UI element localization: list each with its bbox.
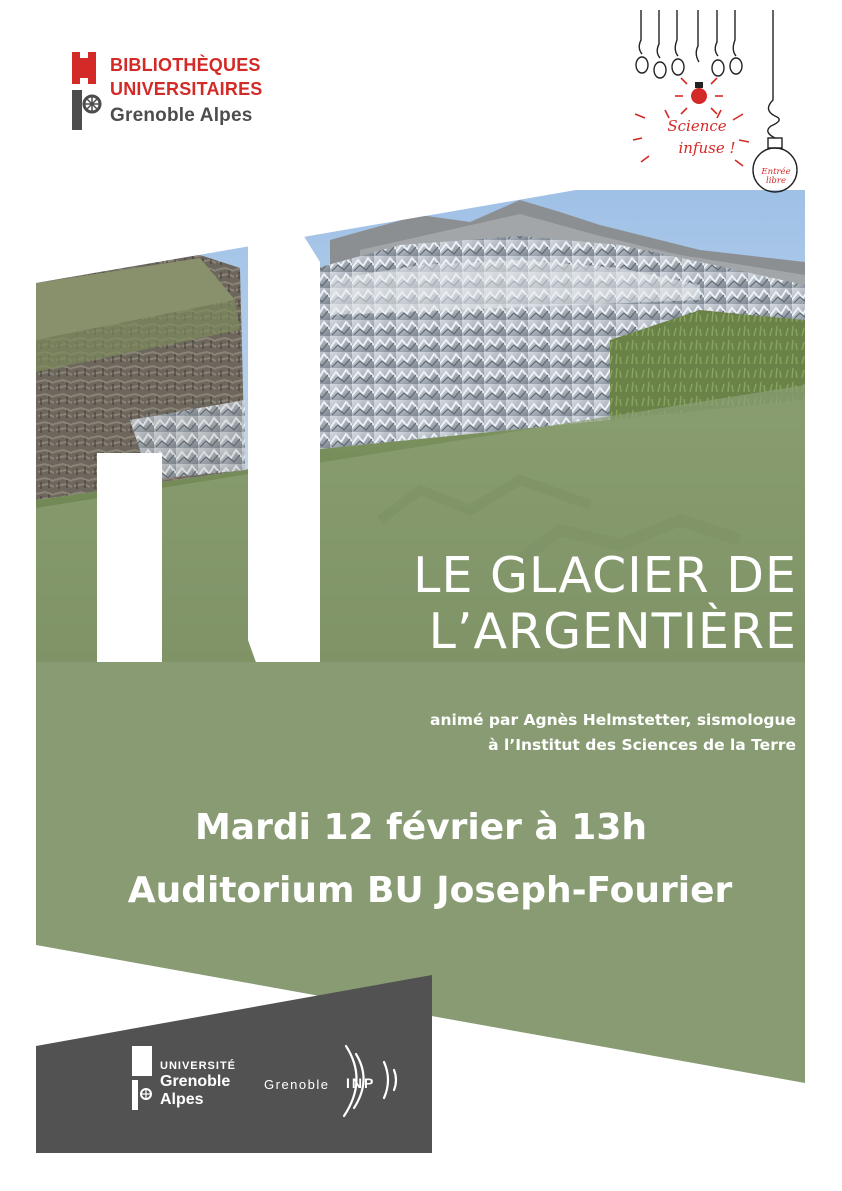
- badge-science-text: Science: [667, 117, 727, 135]
- speaker-info: [430, 708, 796, 758]
- badge-infuse-text: infuse !: [678, 139, 736, 157]
- library-name-line3: Grenoble Alpes: [110, 105, 253, 126]
- badge-entry-text: [753, 168, 799, 186]
- science-infuse-badge: [625, 10, 800, 200]
- grenoble-inp-logo: [264, 1040, 404, 1120]
- inp-name: Grenoble: [264, 1077, 330, 1092]
- inp-arcs-icon: [338, 1040, 404, 1120]
- uga-line3: Alpes: [160, 1091, 204, 1108]
- library-name-line2: UNIVERSITAIRES: [110, 79, 263, 99]
- event-venue: Auditorium BU Joseph-Fourier: [127, 870, 733, 911]
- event-title-line1: LE GLACIER DE: [413, 547, 797, 604]
- speaker-line2: à l’Institut des Sciences de la Terre: [488, 736, 796, 754]
- event-title-line2: L’ARGENTIÈRE: [428, 603, 797, 660]
- lit-bulb-icon: [675, 78, 723, 114]
- event-title: [413, 548, 797, 660]
- inp-mark: INP: [346, 1075, 376, 1091]
- speaker-line1: animé par Agnès Helmstetter, sismologue: [430, 711, 796, 729]
- library-logo: [72, 52, 312, 134]
- event-date: Mardi 12 février à 13h: [194, 807, 648, 848]
- library-emblem-icon: [72, 52, 106, 132]
- uga-logo: [132, 1046, 252, 1118]
- uga-emblem-icon: [132, 1046, 152, 1110]
- badge-entree-word: Entrée: [761, 167, 791, 177]
- uga-line1: UNIVERSITÉ: [160, 1060, 237, 1072]
- uga-line2: Grenoble: [160, 1073, 231, 1090]
- library-name-line1: BIBLIOTHÈQUES: [110, 55, 261, 75]
- badge-libre-word: libre: [766, 176, 786, 186]
